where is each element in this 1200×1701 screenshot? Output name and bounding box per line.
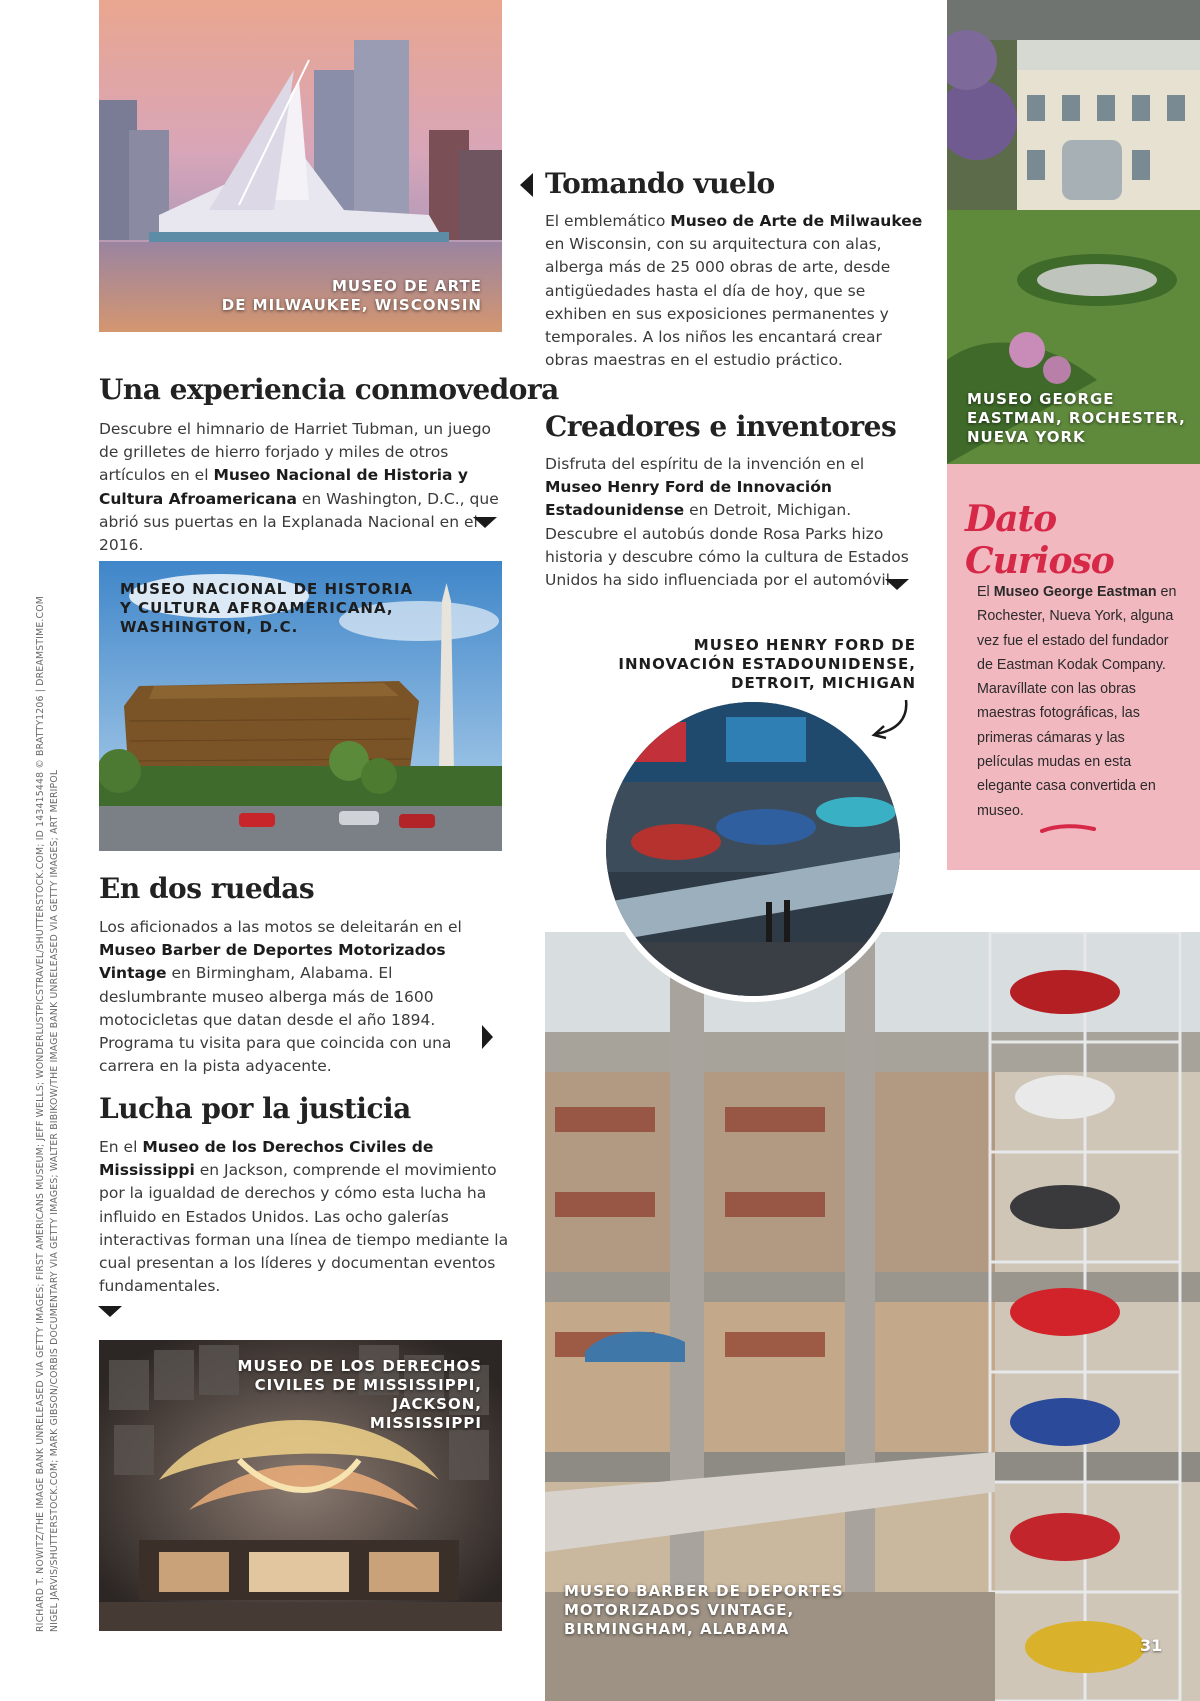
- caption-line: NUEVA YORK: [967, 428, 1086, 446]
- continue-arrow-left-icon: [520, 173, 533, 197]
- paragraph-text: El emblemático: [545, 212, 671, 230]
- paragraph-vuelo: [545, 210, 930, 372]
- caption-line: MISSISSIPPI: [369, 1414, 482, 1432]
- continue-arrow-right-icon: [482, 1025, 493, 1049]
- paragraph-text: en Jackson, comprende el movimiento por la igualdad de derechos y cómo esta lucha ha influido en Estados Unidos. Las ocho galerías interactivas forman una línea de tiempo mediante la cual presentan a los líderes y documentan eventos fundamentales.: [99, 1161, 509, 1296]
- paragraph-text: en Birmingham, Alabama. El deslumbrante museo alberga más de 1600 motocicletas que datan desde el año 1894. Programa tu visita para que coincida con una carrera en la pista adyacente.: [99, 964, 452, 1076]
- paragraph-text: En el: [99, 1138, 143, 1156]
- curved-arrow-icon: [868, 698, 913, 740]
- caption-line: MUSEO DE ARTE: [331, 277, 482, 295]
- caption-line: MUSEO HENRY FORD DE: [693, 636, 916, 654]
- paragraph-text: en Detroit, Michigan. Descubre el autobús donde Rosa Parks hizo historia y descubre cómo la cultura de Estados Unidos ha sido influenciada por el automóvil.: [545, 501, 909, 590]
- museum-name-bold: Museo de los Derechos Civiles de Mississippi: [99, 1138, 434, 1180]
- credit-line: NIGEL JARVIS/SHUTTERSTOCK.COM; MARK GIBSON/CORBIS DOCUMENTARY VIA GETTY IMAGES; WALTER BIBIKOW/THE IMAGE BANK UNRELEASED VIA GETTY IMAGES; ART MERIPOL: [49, 769, 60, 1632]
- paragraph-creadores: [545, 453, 920, 592]
- paragraph-ruedas: [99, 916, 499, 1078]
- museum-name-bold: Museo Nacional de Historia y Cultura Afroamericana: [99, 466, 468, 508]
- continue-arrow-down-icon: [98, 1306, 122, 1317]
- caption-line: DETROIT, MICHIGAN: [731, 674, 916, 692]
- heading-justicia: Lucha por la justicia: [99, 1092, 411, 1125]
- paragraph-text: Los aficionados a las motos se deleitarán en el: [99, 918, 462, 936]
- photo-barber-museum: [545, 932, 1200, 1701]
- heading-experiencia: Una experiencia conmovedora: [99, 373, 559, 406]
- continue-arrow-down-icon: [885, 579, 909, 590]
- continue-arrow-down-icon: [473, 517, 497, 528]
- caption-line: Y CULTURA AFROAMERICANA,: [120, 599, 394, 617]
- caption-line: EASTMAN, ROCHESTER,: [967, 409, 1186, 427]
- heading-ruedas: En dos ruedas: [99, 872, 315, 905]
- henry-ford-museum-image: [606, 702, 900, 996]
- museum-name-bold: Museo de Arte de Milwaukee: [670, 212, 923, 230]
- caption-african-american-museum: [120, 580, 413, 637]
- paragraph-experiencia: [99, 418, 509, 557]
- caption-line: BIRMINGHAM, ALABAMA: [564, 1620, 790, 1638]
- caption-line: JACKSON,: [392, 1395, 482, 1413]
- paragraph-text: en Rochester, Nueva York, alguna vez fue el estado del fundador de Eastman Kodak Company. Maravíllate con las obras maestras fotográficas, las primeras cámaras y las películas mudas en esta elegante casa convertida en museo.: [977, 584, 1177, 819]
- paragraph-text: en Wisconsin, con su arquitectura con alas, alberga más de 25 000 obras de arte, desde antigüedades hasta el día de hoy, que se exhiben en sus exposiciones permanentes y temporales. A los niños les encantará crear obras maestras en el estudio práctico.: [545, 235, 891, 370]
- heading-creadores: Creadores e inventores: [545, 410, 897, 443]
- dato-curioso-title: Dato Curioso: [965, 498, 1114, 582]
- museum-name-bold: Museo George Eastman: [993, 584, 1157, 600]
- photo-milwaukee-art-museum: [99, 0, 502, 332]
- caption-eastman: [967, 390, 1186, 447]
- heading-vuelo: Tomando vuelo: [545, 167, 775, 200]
- caption-milwaukee: [222, 277, 482, 315]
- caption-line: CIVILES DE MISSISSIPPI,: [254, 1376, 482, 1394]
- photo-george-eastman-museum: [947, 0, 1200, 464]
- credit-line: RICHARD T. NOWITZ/THE IMAGE BANK UNRELEASED VIA GETTY IMAGES; FIRST AMERICANS MUSEUM; JEFF WELLS; WONDERLUSTPICSTRAVEL/SHUTTERSTOCK.COM; ID 143415448 © BRATTY1206 | DREAMSTIME.COM: [35, 596, 46, 1632]
- paragraph-text: Descubre el himnario de Harriet Tubman, un juego de grilletes de hierro forjado y miles de otros artículos en el: [99, 420, 492, 485]
- museum-name-bold: Museo Barber de Deportes Motorizados Vintage: [99, 941, 446, 983]
- caption-line: DE MILWAUKEE, WISCONSIN: [221, 296, 482, 314]
- caption-line: MUSEO BARBER DE DEPORTES: [564, 1582, 844, 1600]
- caption-civil-rights: [238, 1357, 482, 1433]
- photo-african-american-museum: [99, 561, 502, 851]
- caption-barber: [564, 1582, 844, 1639]
- photo-civil-rights-museum: [99, 1340, 502, 1631]
- caption-line: INNOVACIÓN ESTADOUNIDENSE,: [618, 655, 916, 673]
- photo-credits: [34, 532, 62, 1632]
- paragraph-text: Disfruta del espíritu de la invención en el: [545, 455, 865, 473]
- caption-line: MOTORIZADOS VINTAGE,: [564, 1601, 795, 1619]
- caption-line: MUSEO DE LOS DERECHOS: [237, 1357, 482, 1375]
- caption-henry-ford: [618, 636, 916, 693]
- decorative-swoosh-icon: [1039, 822, 1097, 836]
- dato-curioso-box: [947, 464, 1200, 870]
- paragraph-text: en Washington, D.C., que abrió sus puertas en la Explanada Nacional en el 2016.: [99, 489, 499, 555]
- caption-line: WASHINGTON, D.C.: [120, 618, 299, 636]
- page-number: 31: [1140, 1636, 1163, 1655]
- caption-line: MUSEO NACIONAL DE HISTORIA: [120, 580, 414, 598]
- paragraph-text: El: [977, 584, 994, 600]
- museum-name-bold: Museo Henry Ford de Innovación Estadounidense: [545, 478, 832, 520]
- dato-curioso-text: [977, 580, 1177, 823]
- paragraph-justicia: [99, 1136, 509, 1298]
- caption-line: MUSEO GEORGE: [967, 390, 1115, 408]
- photo-henry-ford-museum: [600, 696, 906, 1002]
